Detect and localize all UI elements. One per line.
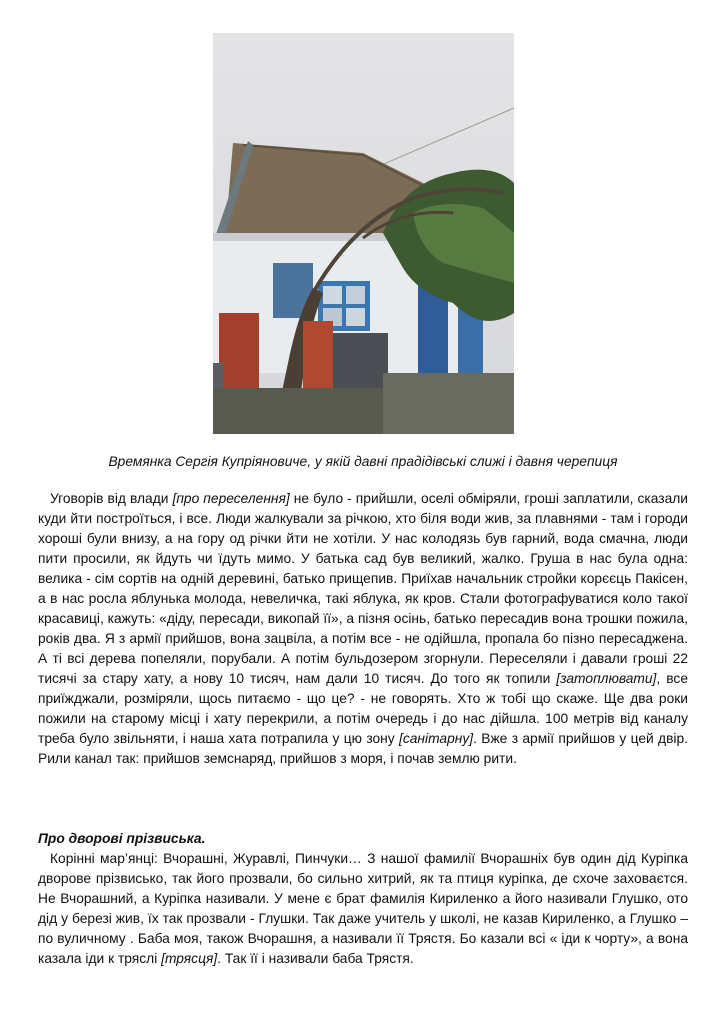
house-photo [213,33,514,434]
paragraph-nicknames: Корінні мар’янці: Вчорашні, Журавлі, Пинчуки… З нашої фамилії Вчорашніх був один дід Куріпка дворове прізвисько, так його прозвали, бо сильно хитрий, як та птиця куріпка, де схоче заховаєтся. Не Вчорашний, а Куріпка називали. У мене є брат фамилія Кириленко а його називали Глушко, ото дід у березі жив, їх так прозвали - Глушки. Так даже учитель у школі, не казав Кириленко, а Глушко – по вуличному . Баба моя, також Вчорашня, а називали її Трястя. Бо казали всі « іди к чорту», а вона казала іди к тряслі [трясця]. Так її і називали баба Трястя. [38,851,688,966]
section-heading: Про дворові прізвиська. [38,831,206,846]
paragraph-resettlement: Уговорів від влади [про переселення] не було - прийшли, оселі обміряли, гроші заплатили, сказали куди йти построїться, і все. Люди жалкували за річкою, хто біля води жив, за плавнями - там і городи хороші були внизу, а на гору од річки йти не хотіли. У нас колодязь був гарний, вода смачна, люди пити просили, як йдуть чи їдуть мимо. У батька сад був великий, жалко. Груша в нас була одна: велика - сім сортів на одній деревині, батько прищепив. Приїхав начальник стройки корєєць Пакісен, а в нас росла яблунька молода, невеличка, такі яблука, як кров. Стали фотографуватися коло такої красавиці, кажуть: «діду, пересади, викопай її», а пізня осінь, батько пересадив вона трошки пожила, років два. Я з армії прийшов, вона зацвіла, а потім все - не одійшла, пропала бо пізно пересаджена. А ті всі дерева попеляли, порубали. А потім бульдозером згорнули. Переселяли і давали гроші 22 тисячі за стару хату, а нову 10 тисяч, нам дали 10 тисяч. До того як топили [затоплювати], все приїжджали, розміряли, щось питаємо - що це? - не говорять. Хто ж тобі що скаже. Ще два роки пожили на старому місці і хату перекрили, а потім очередь і до нас дійшла. 100 метрів від каналу треба було звільняти, і наша хата потрапила у цю зону [санітарну]. Вже з армії прийшов у цей двір. Рили канал так: прийшов земснаряд, прийшов з моря, і почав землю рити. [38,491,688,766]
photo-caption: Времянка Сергія Купріяновиче, у якій давні прадідівські слижі і давня черепиця [108,454,618,469]
